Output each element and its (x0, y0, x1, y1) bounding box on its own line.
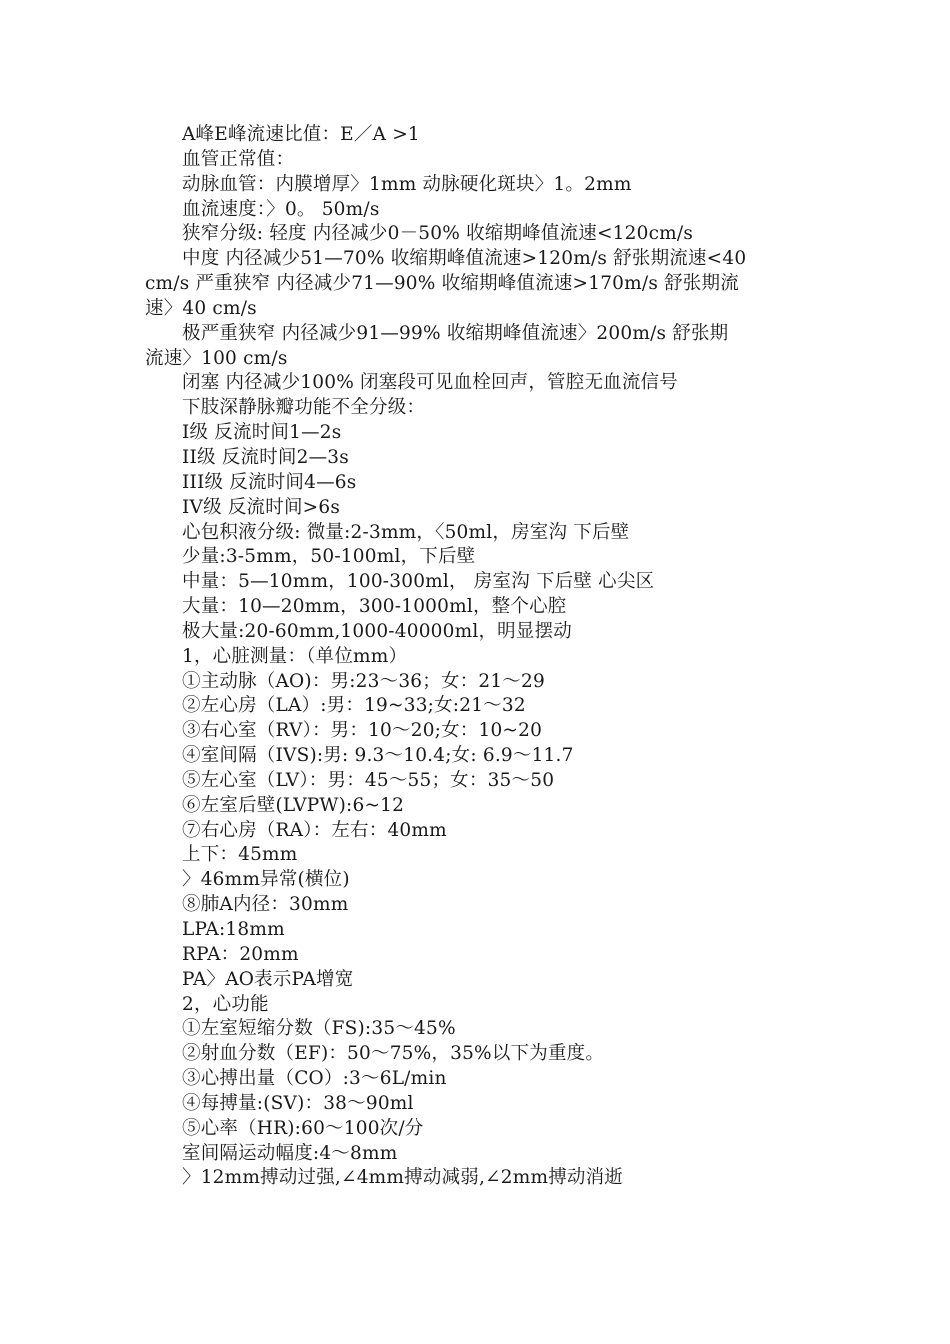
text-line-vein-valve-heading: 下肢深静脉瓣功能不全分级： (182, 397, 426, 419)
text-line-lpa: LPA:18mm (182, 919, 285, 940)
text-line-heart-function-heading: 2，心功能 (182, 993, 269, 1015)
text-line-fs: ①左室短缩分数（FS):35～45% (182, 1018, 456, 1040)
text-line-grade-3: III级 反流时间4—6s (182, 471, 357, 493)
text-line-effusion-trace: 心包积液分级: 微量:2-3mm，〈50ml，房室沟 下后壁 (182, 521, 630, 543)
text-line-stenosis-extreme: 极严重狭窄 内径减少91—99% 收缩期峰值流速〉200m/s 舒张期 (182, 322, 729, 344)
text-line-aorta: ①主动脉（AO)：男:23～36；女：21～29 (182, 670, 545, 692)
text-line-ef: ②射血分数（EF)：50～75%，35%以下为重度。 (182, 1043, 605, 1065)
text-line-stenosis-extreme-cont: 流速〉100 cm/s (145, 347, 288, 369)
text-line-ea-ratio: A峰E峰流速比值：E／A >1 (182, 124, 420, 145)
text-line-grade-1: I级 反流时间1—2s (182, 422, 342, 444)
text-line-sv: ④每搏量:(SV)：38～90ml (182, 1092, 414, 1114)
text-line-left-ventricle: ⑤左心室（LV）：男：45～55；女：35～50 (182, 769, 555, 791)
text-line-effusion-medium: 中量：5—10mm，100-300ml， 房室沟 下后壁 心尖区 (182, 571, 655, 593)
text-line-lv-posterior-wall: ⑥左室后壁(LVPW):6~12 (182, 794, 405, 816)
text-line-grade-2: II级 反流时间2—3s (182, 446, 349, 468)
text-line-stenosis-severe-cont: 速〉40 cm/s (145, 297, 257, 319)
text-line-heart-measure-heading: 1，心脏测量：（单位mm） (182, 645, 408, 667)
text-line-effusion-small: 少量:3-5mm，50-100ml，下后壁 (182, 546, 476, 568)
text-line-occlusion: 闭塞 内径减少100% 闭塞段可见血栓回声，管腔无血流信号 (182, 372, 678, 394)
text-line-flow-speed: 血流速度：〉0。 50m/s (182, 198, 380, 220)
text-line-effusion-huge: 极大量:20-60mm,1000-40000ml，明显摆动 (182, 620, 572, 642)
text-line-stenosis-grade: 狭窄分级: 轻度 内径减少0－50% 收缩期峰值流速<120cm/s (182, 223, 694, 245)
text-line-septum: ④室间隔（IVS):男: 9.3～10.4;女: 6.9～11.7 (182, 745, 574, 767)
text-line-left-atrium: ②左心房（LA）:男：19~33;女:21～32 (182, 695, 526, 717)
text-line-right-atrium: ⑦右心房（RA）：左右：40mm (182, 819, 447, 841)
text-line-pulmonary-artery: ⑧肺A内径：30mm (182, 894, 349, 916)
text-line-artery: 动脉血管：内膜增厚〉1mm 动脉硬化斑块〉1。2mm (182, 173, 632, 195)
text-line-septal-motion: 室间隔运动幅度:4～8mm (182, 1142, 398, 1164)
text-line-stenosis-severe: cm/s 严重狭窄 内径减少71—90% 收缩期峰值流速>170m/s 舒张期流 (145, 273, 739, 295)
document-body (145, 123, 810, 1191)
text-line-effusion-large: 大量：10—20mm，300-1000ml，整个心腔 (182, 596, 567, 618)
text-line-ra-abnormal: 〉46mm异常(横位) (182, 869, 350, 891)
text-line-ra-vertical: 上下：45mm (182, 844, 298, 866)
text-line-septal-motion-grades: 〉12mm搏动过强,∠4mm搏动减弱,∠2mm搏动消逝 (182, 1167, 624, 1189)
text-line-vessel-normal-heading: 血管正常值： (182, 148, 295, 170)
text-line-co: ③心搏出量（CO）:3～6L/min (182, 1068, 447, 1090)
text-line-right-ventricle: ③右心室（RV）：男：10～20;女：10~20 (182, 720, 543, 742)
text-line-rpa: RPA：20mm (182, 943, 299, 965)
text-line-pa-widening: PA〉AO表示PA增宽 (182, 968, 354, 990)
text-line-stenosis-moderate: 中度 内径减少51—70% 收缩期峰值流速>120m/s 舒张期流速<40 (182, 248, 747, 270)
text-line-hr: ⑤心率（HR):60～100次/分 (182, 1117, 424, 1139)
text-line-grade-4: IV级 反流时间>6s (182, 496, 341, 518)
